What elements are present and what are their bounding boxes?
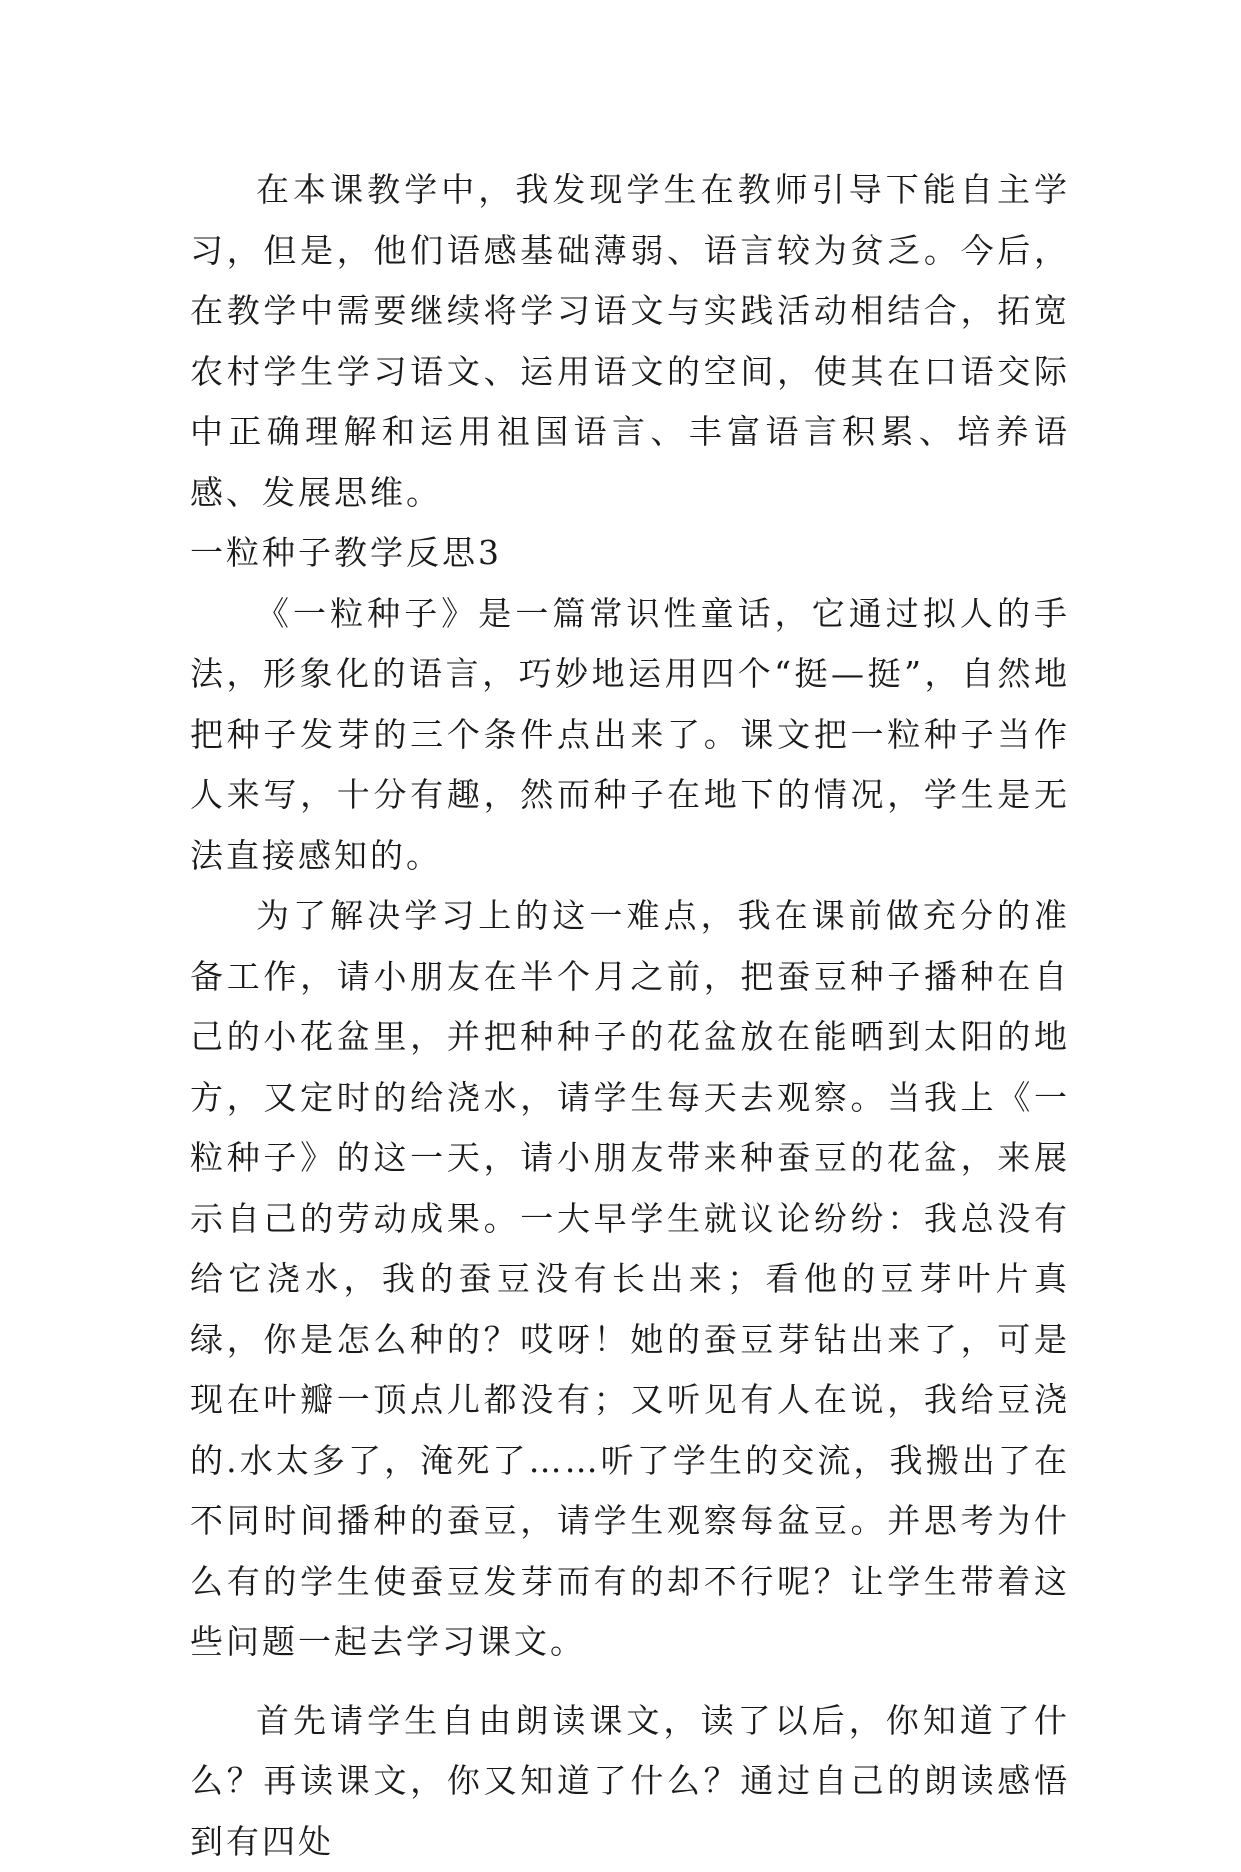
paragraph-reading: 首先请学生自由朗读课文，读了以后，你知道了什么？再读课文，你又知道了什么？通过自己的朗读感悟到有四处 (190, 1691, 1070, 1872)
paragraph-reflection-summary: 在本课教学中，我发现学生在教师引导下能自主学习，但是，他们语感基础薄弱、语言较为贫乏。今后，在教学中需要继续将学习语文与实践活动相结合，拓宽农村学生学习语文、运用语文的空间，使其在口语交际中正确理解和运用祖国语言、丰富语言积累、培养语感、发展思维。 (190, 160, 1070, 523)
section-heading: 一粒种子教学反思3 (190, 523, 1070, 584)
paragraph-preparation: 为了解决学习上的这一难点，我在课前做充分的准备工作，请小朋友在半个月之前，把蚕豆种子播种在自己的小花盆里，并把种种子的花盆放在能晒到太阳的地方，又定时的给浇水，请学生每天去观察。当我上《一粒种子》的这一天，请小朋友带来种蚕豆的花盆，来展示自己的劳动成果。一大早学生就议论纷纷：我总没有给它浇水，我的蚕豆没有长出来；看他的豆芽叶片真绿，你是怎么种的？哎呀！她的蚕豆芽钻出来了，可是现在叶瓣一顶点儿都没有；又听见有人在说，我给豆浇的.水太多了，淹死了……听了学生的交流，我搬出了在不同时间播种的蚕豆，请学生观察每盆豆。并思考为什么有的学生使蚕豆发芽而有的却不行呢？让学生带着这些问题一起去学习课文。 (190, 886, 1070, 1673)
paragraph-intro: 《一粒种子》是一篇常识性童话，它通过拟人的手法，形象化的语言，巧妙地运用四个“挺—挺”，自然地把种子发芽的三个条件点出来了。课文把一粒种子当作人来写，十分有趣，然而种子在地下的情况，学生是无法直接感知的。 (190, 584, 1070, 887)
document-body (190, 160, 1070, 1872)
